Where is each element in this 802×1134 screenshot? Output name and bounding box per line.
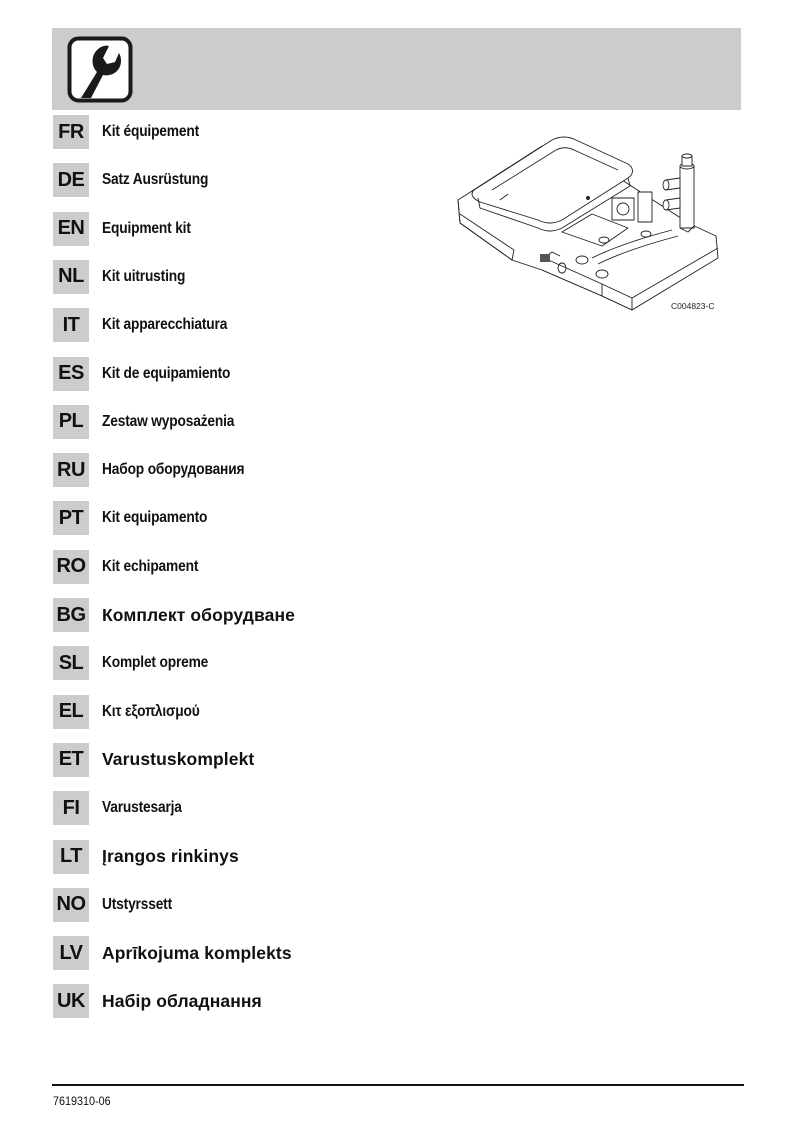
- language-code: LT: [53, 840, 89, 874]
- language-title: Utstyrssett: [102, 895, 172, 913]
- language-code: RU: [53, 453, 89, 487]
- language-title: Zestaw wyposażenia: [102, 412, 235, 430]
- language-row-ro: [53, 550, 214, 584]
- language-title: Набір обладнання: [102, 990, 262, 1011]
- language-row-it: [53, 308, 248, 342]
- language-row-lt: [53, 840, 239, 874]
- language-code: DE: [53, 163, 89, 197]
- language-code: BG: [53, 598, 89, 632]
- language-row-fi: [53, 791, 195, 825]
- language-title: Kit équipement: [102, 123, 199, 140]
- language-row-es: [53, 357, 251, 391]
- language-title: Aprīkojuma komplekts: [102, 942, 292, 963]
- language-title: Equipment kit: [102, 219, 191, 237]
- language-code: SL: [53, 646, 89, 680]
- language-row-uk: [53, 984, 262, 1018]
- language-title: Varustesarja: [102, 799, 182, 817]
- language-code: LV: [53, 936, 89, 970]
- language-code: RO: [53, 550, 89, 584]
- language-row-sl: [53, 646, 225, 680]
- language-title: Набор оборудования: [102, 461, 245, 479]
- language-row-de: [53, 163, 226, 197]
- language-code: EN: [53, 212, 89, 246]
- language-row-bg: [53, 598, 295, 632]
- figure-reference: C004823-C: [671, 301, 715, 311]
- language-title: Varustuskomplekt: [102, 749, 255, 770]
- language-code: IT: [53, 308, 89, 342]
- language-code: ES: [53, 357, 89, 391]
- document-number: 7619310-06: [53, 1094, 111, 1108]
- language-title: Satz Ausrüstung: [102, 171, 209, 189]
- language-title: Κιτ εξοπλισμού: [102, 702, 200, 720]
- language-title: Kit apparecchiatura: [102, 316, 228, 334]
- language-code: PT: [53, 501, 89, 535]
- language-row-pl: [53, 405, 256, 439]
- header-bar: [52, 28, 741, 110]
- language-row-en: [53, 212, 205, 246]
- language-row-fr: [53, 115, 215, 149]
- language-row-ru: [53, 453, 268, 487]
- language-code: ET: [53, 743, 89, 777]
- language-title: Kit equipamento: [102, 509, 208, 527]
- language-title: Komplet opreme: [102, 654, 209, 672]
- equipment-kit-illustration: [452, 128, 732, 313]
- language-code: EL: [53, 695, 89, 729]
- language-code: FI: [53, 791, 89, 825]
- language-title: Kit uitrusting: [102, 267, 186, 285]
- language-row-et: [53, 743, 254, 777]
- language-row-no: [53, 888, 183, 922]
- language-code: PL: [53, 405, 89, 439]
- language-title: Kit echipament: [102, 557, 199, 575]
- language-title: Комплект оборудване: [102, 604, 295, 625]
- language-code: NO: [53, 888, 89, 922]
- language-code: NL: [53, 260, 89, 294]
- language-row-pt: [53, 501, 224, 535]
- language-code: UK: [53, 984, 89, 1018]
- footer-divider: [52, 1084, 744, 1086]
- language-title: Kit de equipamiento: [102, 364, 231, 382]
- wrench-icon: [67, 36, 133, 103]
- language-code: FR: [53, 115, 89, 149]
- language-title: Įrangos rinkinys: [102, 846, 239, 866]
- language-row-lv: [53, 936, 292, 970]
- language-row-el: [53, 695, 215, 729]
- language-row-nl: [53, 260, 199, 294]
